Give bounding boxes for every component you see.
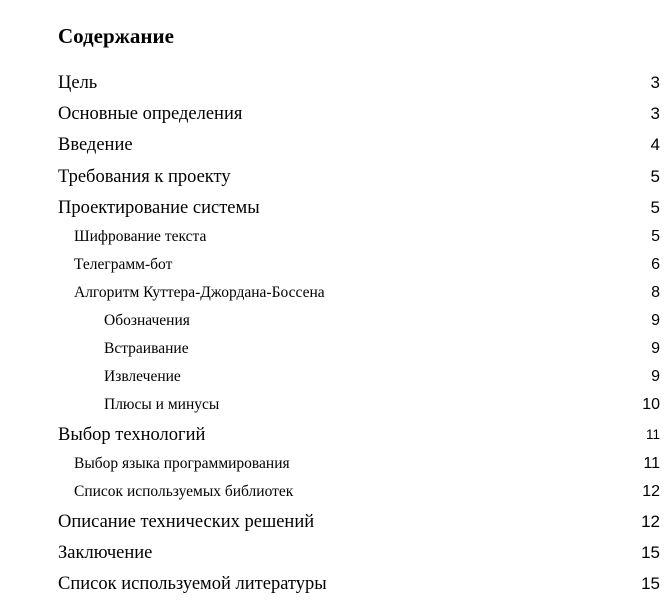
toc-entry-title: Встраивание <box>104 340 189 357</box>
toc-entry-page-number: 11 <box>645 427 660 442</box>
toc-entry-title: Цель <box>58 73 98 93</box>
toc-entry-page-number: 4 <box>650 135 660 154</box>
toc-entry-title: Извлечение <box>104 368 181 385</box>
toc-entry-page-number: 12 <box>641 512 660 531</box>
toc-title: Содержание <box>58 24 174 48</box>
toc-entry-title: Телеграмм-бот <box>74 256 173 273</box>
toc-entry-page-number: 6 <box>651 256 660 273</box>
toc-entry-page-number: 15 <box>641 574 660 593</box>
toc-entry[interactable] <box>74 282 660 304</box>
toc-entry[interactable] <box>58 70 660 96</box>
toc-entry[interactable] <box>104 366 660 388</box>
toc-entry[interactable] <box>74 226 660 248</box>
toc-entry[interactable] <box>104 338 660 360</box>
toc-entry-page-number: 15 <box>641 543 660 562</box>
toc-entry-title: Плюсы и минусы <box>104 396 220 413</box>
toc-entry-page-number: 5 <box>650 167 660 186</box>
toc-entry-page-number: 9 <box>651 340 660 357</box>
toc-entry[interactable] <box>58 509 660 535</box>
toc-entry[interactable] <box>58 571 660 597</box>
toc-entry[interactable] <box>104 394 660 416</box>
toc-entry-title: Список используемой литературы <box>58 574 327 594</box>
toc-entry-page-number: 8 <box>651 284 660 301</box>
toc-entry[interactable] <box>58 422 660 448</box>
toc-entry[interactable] <box>104 310 660 332</box>
toc-entry[interactable] <box>58 540 660 566</box>
toc-entry-title: Требования к проекту <box>58 167 231 187</box>
toc-entry-page-number: 3 <box>650 104 660 123</box>
toc-entry-page-number: 3 <box>650 73 660 92</box>
toc-entry-page-number: 5 <box>651 228 660 245</box>
toc-entry-title: Заключение <box>58 543 153 563</box>
toc-entry-page-number: 5 <box>650 198 660 217</box>
toc-entry-page-number: 10 <box>642 396 660 413</box>
toc-entry-title: Список используемых библиотек <box>74 483 294 500</box>
toc-entry-title: Алгоритм Куттера-Джордана-Боссена <box>74 284 325 301</box>
toc-entry-page-number: 9 <box>651 312 660 329</box>
toc-entry[interactable] <box>58 164 660 190</box>
toc-entry[interactable] <box>74 481 660 503</box>
toc-entry-page-number: 9 <box>651 368 660 385</box>
toc-entry[interactable] <box>58 195 660 221</box>
toc-entry-title: Описание технических решений <box>58 512 315 532</box>
toc-entry-title: Обозначения <box>104 312 190 329</box>
toc-entry[interactable] <box>74 254 660 276</box>
toc-entry[interactable] <box>58 101 660 127</box>
toc-entry-title: Введение <box>58 135 133 155</box>
toc-entry-title: Шифрование текста <box>74 228 207 245</box>
toc-entry[interactable] <box>74 453 660 475</box>
toc-entry[interactable] <box>58 132 660 158</box>
toc-entry-title: Выбор языка программирования <box>74 455 290 472</box>
toc-entry-title: Выбор технологий <box>58 425 206 445</box>
toc-entry-page-number: 11 <box>643 455 660 472</box>
toc-entry-title: Основные определения <box>58 104 243 124</box>
toc-entry-page-number: 12 <box>642 483 660 500</box>
toc-entry-title: Проектирование системы <box>58 198 260 218</box>
